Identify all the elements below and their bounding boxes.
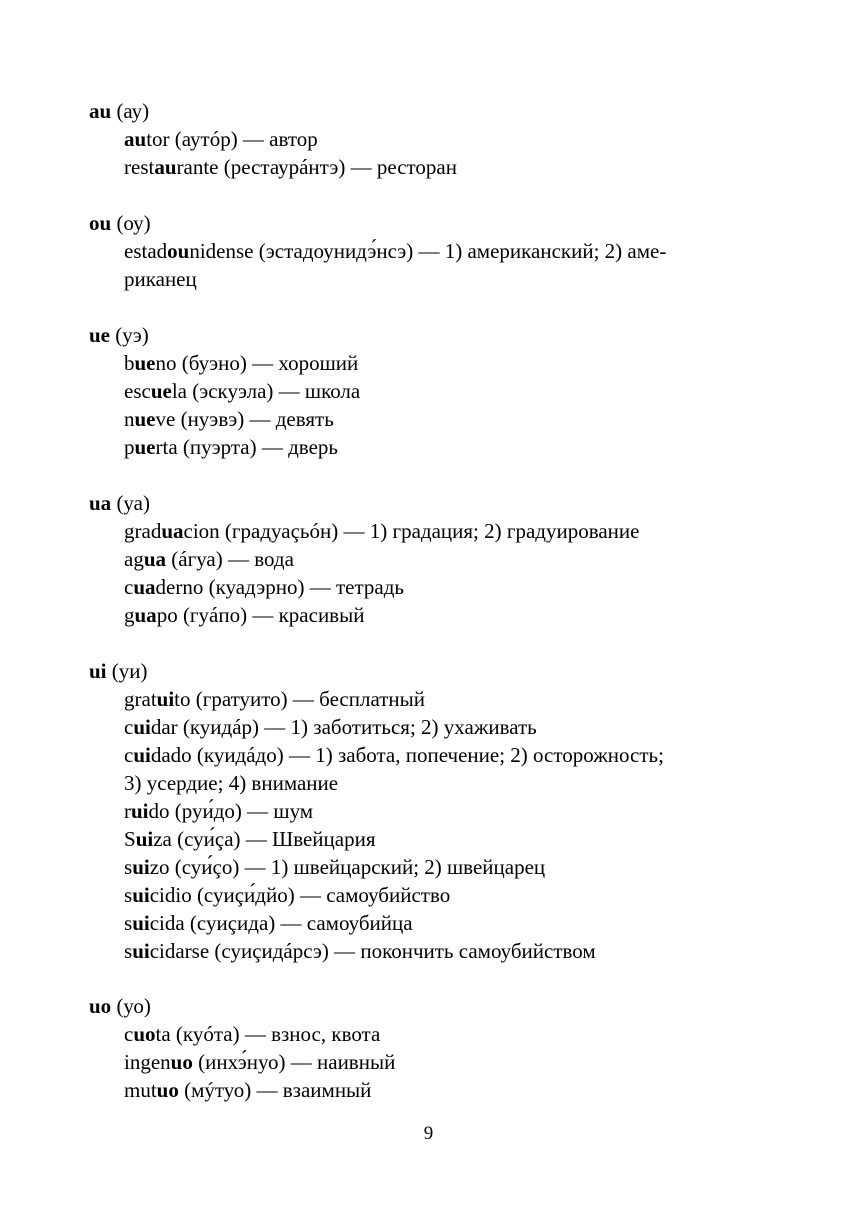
heading-diphthong: ua [89, 491, 112, 515]
entry-line: gratuito (гратуито) — бесплатный [124, 687, 426, 711]
entry-line: estadounidense (эстадоунидэ́нсэ) — 1) американский; 2) аме- [124, 239, 667, 263]
entry-line: 3) усердие; 4) внимание [124, 771, 339, 795]
entry-line: риканец [124, 267, 197, 291]
heading-pronunciation: (уа) [111, 491, 150, 515]
entry-line: agua (áгуа) — вода [124, 547, 294, 571]
section-heading [89, 210, 151, 236]
entry-line: nueve (нуэвэ) — девять [124, 407, 334, 431]
heading-diphthong: ui [89, 659, 107, 683]
heading-diphthong: ou [89, 211, 112, 235]
entry-line: suizo (суи́çо) — 1) швейцарский; 2) швейцарец [124, 855, 546, 879]
entry-line: Suiza (суи́çа) — Швейцария [124, 827, 376, 851]
entry-line: cuota (куóта) — взнос, квота [124, 1022, 381, 1046]
heading-pronunciation: (ау) [111, 99, 150, 123]
entry-line: bueno (буэно) — хороший [124, 351, 359, 375]
entry-line: suicida (суиçида) — самоубийца [124, 911, 413, 935]
entry-line: ingenuo (инхэ́нуо) — наивный [124, 1050, 396, 1074]
section-heading [89, 993, 151, 1019]
entry-line: suicidio (суиçи́дйо) — самоубийство [124, 883, 451, 907]
section-heading [89, 322, 149, 348]
heading-pronunciation: (уи) [106, 659, 148, 683]
heading-pronunciation: (оу) [111, 211, 151, 235]
heading-pronunciation: (уэ) [110, 323, 149, 347]
entry-line: cuidar (куидáр) — 1) заботиться; 2) ухаживать [124, 715, 537, 739]
entry-line: graduacion (градуаçьóн) — 1) градация; 2) градуирование [124, 519, 640, 543]
entry-line: mutuo (мýтуо) — взаимный [124, 1078, 372, 1102]
entry-line: cuidado (куидáдо) — 1) забота, попечение; 2) осторожность; [124, 743, 664, 767]
entry-line: suicidarse (суиçидáрсэ) — покончить самоубийством [124, 939, 596, 963]
entry-line: autor (аутóр) — автор [124, 127, 318, 151]
heading-pronunciation: (уо) [111, 994, 151, 1018]
entry-line: escuela (эскуэла) — школа [124, 379, 361, 403]
heading-diphthong: ue [89, 323, 110, 347]
entry-line: guapo (гуáпо) — красивый [124, 603, 365, 627]
page-number: 9 [423, 1123, 434, 1144]
section-heading [89, 98, 149, 124]
heading-diphthong: au [89, 99, 112, 123]
entry-line: ruido (руи́до) — шум [124, 799, 314, 823]
entry-line: restaurante (рестаурáнтэ) — ресторан [124, 155, 457, 179]
section-heading [89, 658, 148, 684]
heading-diphthong: uo [89, 994, 112, 1018]
entry-line: puerta (пуэрта) — дверь [124, 435, 338, 459]
entry-line: cuaderno (куадэрно) — тетрадь [124, 575, 404, 599]
section-heading [89, 490, 150, 516]
